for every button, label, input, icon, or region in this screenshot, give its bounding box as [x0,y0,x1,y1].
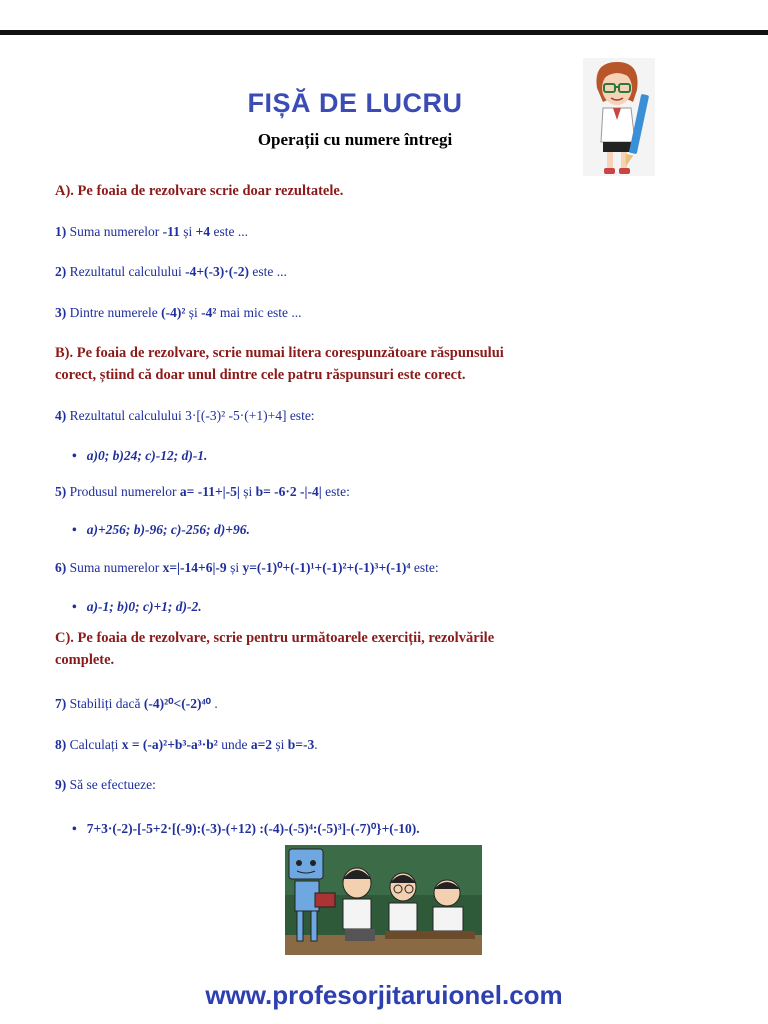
question-end: . [314,737,318,752]
expression: (-4)²⁰<(-2)⁴⁰ [143,696,211,711]
variable-x: x [121,737,129,752]
question-6 [55,560,439,576]
question-number: 1) [55,224,67,239]
expression: = (-a)²+b³-a³·b² [128,737,218,752]
value-y: y=(-1)⁰+(-1)¹+(-1)²+(-1)³+(-1)⁴ [242,560,411,575]
question-number: 3) [55,305,67,320]
top-rule [0,30,768,35]
conjunction: și [239,484,256,499]
question-6-options: • a)-1; b)0; c)+1; d)-2. [72,599,202,615]
question-4-options: • a)0; b)24; c)-12; d)-1. [72,448,207,464]
question-number: 4) [55,408,67,423]
question-2 [55,264,287,280]
question-end: mai mic este ... [216,305,302,320]
conjunction: și [179,224,196,239]
question-5 [55,484,350,500]
question-text: Suma numerelor [69,224,163,239]
value: +4 [195,224,211,239]
question-text: Să se efectueze: [69,777,156,792]
question-1 [55,224,248,240]
question-text: Dintre numerele [69,305,162,320]
value-a: a=2 [250,737,273,752]
question-9-expression: • 7+3·(-2)-[-5+2·[(-9):(-3)-(+12) :(-4)-(-5)⁴:(-5)³]-(-7)⁰}+(-10). [72,821,420,837]
question-text: Suma numerelor [69,560,163,575]
conjunction: unde [217,737,251,752]
question-7 [55,696,218,712]
question-text: Calculați [69,737,122,752]
classroom-illustration [285,845,482,955]
question-number: 9) [55,777,67,792]
question-text: Stabiliți dacă [69,696,144,711]
section-c-heading: C). Pe foaia de rezolvare, scrie pentru următoarele exerciții, rezolvările complete. [55,630,495,668]
question-text: Rezultatul calculului 3·[(-3)² -5·(+1)+4] este: [69,408,315,423]
question-4 [55,408,315,424]
footer-website: www.profesorjitaruionel.com [205,980,563,1010]
value: -11 [162,224,180,239]
value-b: b=-3 [287,737,315,752]
value-b: b= -6·2 -|-4| [255,484,322,499]
question-end: este: [321,484,350,499]
section-b-heading: B). Pe foaia de rezolvare, scrie numai litera corespunzătoare răspunsului corect, știind că doar unul dintre cele patru răspunsuri este corect. [55,345,504,383]
value-a: a= -11+|-5| [179,484,240,499]
conjunction: și [226,560,243,575]
question-number: 5) [55,484,67,499]
question-9 [55,777,156,793]
question-number: 2) [55,264,67,279]
value-x: x=|-14+6|-9 [162,560,227,575]
question-end: este: [410,560,439,575]
value: -4² [201,305,217,320]
question-number: 8) [55,737,67,752]
expression: -4+(-3)·(-2) [185,264,250,279]
question-end: este ... [210,224,248,239]
question-5-options: • a)+256; b)-96; c)-256; d)+96. [72,522,250,538]
value: (-4)² [161,305,186,320]
question-text: Produsul numerelor [69,484,180,499]
question-end: . [210,696,218,711]
page-title: FIȘĂ DE LUCRU [247,88,463,118]
teacher-illustration [583,58,655,176]
question-text: Rezultatul calculului [69,264,186,279]
conjunction: și [272,737,288,752]
page-subtitle: Operații cu numere întregi [257,130,453,149]
conjunction: și [185,305,202,320]
question-8 [55,737,318,753]
section-a-heading: A). Pe foaia de rezolvare scrie doar rezultatele. [55,183,344,199]
question-3 [55,305,302,321]
question-number: 6) [55,560,67,575]
question-number: 7) [55,696,67,711]
question-end: este ... [249,264,287,279]
